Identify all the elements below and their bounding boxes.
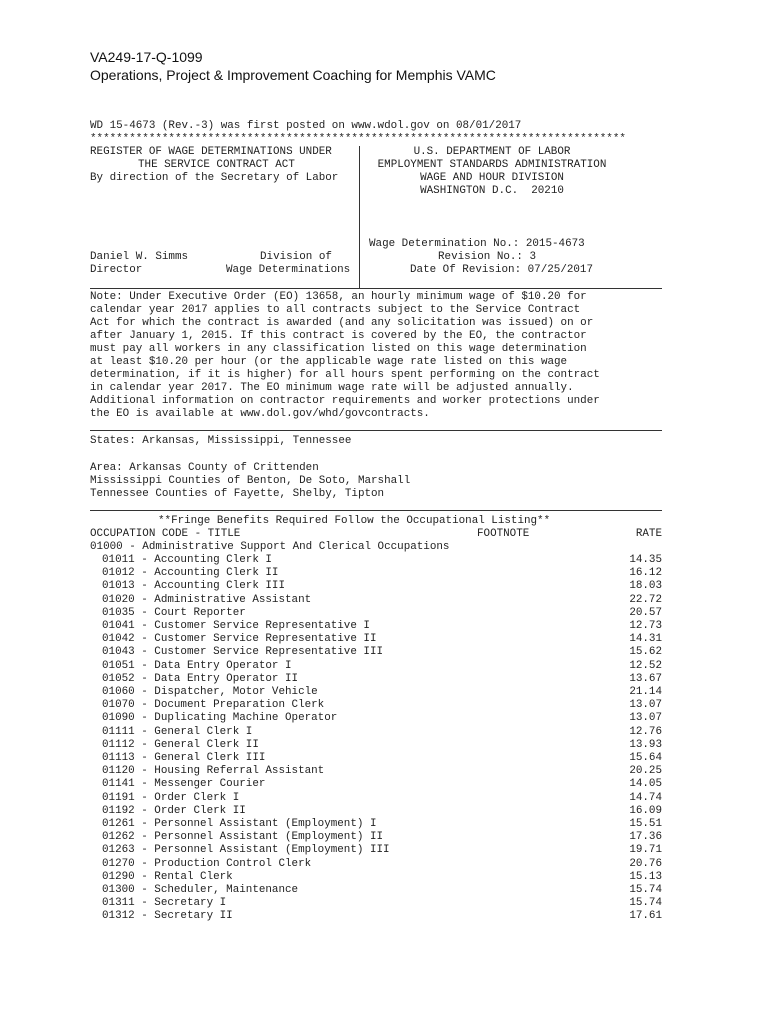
occupation-code-title: 01141 - Messenger Courier (102, 778, 266, 791)
occupation-rate: 15.13 (629, 870, 662, 883)
occupation-code-title: 01262 - Personnel Assistant (Employment) II (102, 831, 384, 844)
occupation-code-title: 01042 - Customer Service Representative II (102, 633, 377, 646)
note-line: after January 1, 2015. If this contract is covered by the EO, the contractor (90, 330, 587, 342)
occupation-row (90, 673, 662, 686)
occupation-code-title: 01263 - Personnel Assistant (Employment) III (102, 844, 390, 857)
occupation-rate: 13.07 (629, 699, 662, 712)
note-line: at least $10.20 per hour (or the applicable wage rate listed on this wage (90, 356, 568, 368)
occupation-row (90, 567, 662, 580)
occupation-rate: 12.76 (629, 725, 662, 738)
agency-line-4: WASHINGTON D.C. 20210 (420, 185, 564, 197)
occupation-row (90, 844, 662, 857)
occupation-rate: 16.12 (629, 567, 662, 580)
occupation-code-title: 01090 - Duplicating Machine Operator (102, 712, 338, 725)
occupation-code-title: 01191 - Order Clerk I (102, 791, 240, 804)
occupation-row (90, 554, 662, 567)
occupation-row (90, 752, 662, 765)
note-line: Act for which the contract is awarded (and any solicitation was issued) on or (90, 317, 594, 329)
occupation-code-title: 01312 - Secretary II (102, 910, 233, 923)
occupation-row (90, 805, 662, 818)
occupation-row (90, 884, 662, 897)
agency-line-1: U.S. DEPARTMENT OF LABOR (413, 146, 571, 158)
occupation-code-title: 01041 - Customer Service Representative I (102, 620, 370, 632)
occupation-code-title: 01043 - Customer Service Representative III (102, 646, 384, 659)
occupation-rate: 13.67 (629, 672, 662, 685)
revision-date: Date Of Revision: 07/25/2017 (410, 264, 593, 276)
occupation-rate: 14.35 (629, 554, 662, 566)
occupation-code-title: 01051 - Data Entry Operator I (102, 659, 292, 672)
occupation-rate: 13.93 (629, 738, 662, 751)
occupation-code-title: 01052 - Data Entry Operator II (102, 672, 299, 685)
note-line: calendar year 2017 applies to all contracts subject to the Service Contract (90, 304, 581, 316)
occupation-row (90, 607, 662, 620)
occupation-rate: 15.74 (629, 897, 662, 910)
occupation-code-title: 01290 - Rental Clerk (102, 870, 233, 883)
area-line: Tennessee Counties of Fayette, Shelby, Tipton (90, 488, 385, 500)
occupation-code-title: 01060 - Dispatcher, Motor Vehicle (102, 686, 318, 698)
occupation-row (90, 620, 662, 633)
occupation-rate: 15.51 (629, 818, 662, 830)
occupation-rate: 14.74 (629, 791, 662, 804)
occupation-rate: 17.36 (629, 831, 662, 844)
signatory-name: Daniel W. Simms (90, 251, 189, 263)
occupation-row (90, 739, 662, 752)
occupation-group-heading: 01000 - Administrative Support And Clerical Occupations (90, 541, 450, 553)
occupation-code-title: 01120 - Housing Referral Assistant (102, 765, 325, 778)
note-line: must pay all workers in any classification listed on this wage determination (90, 343, 587, 355)
occupation-row (90, 660, 662, 673)
revision-number: Revision No.: 3 (438, 251, 537, 263)
separator-rule (90, 288, 662, 289)
occupation-rate: 14.31 (629, 633, 662, 646)
note-line: the EO is available at www.dol.gov/whd/govcontracts. (90, 408, 430, 420)
document-subject: Operations, Project & Improvement Coaching for Memphis VAMC (90, 67, 496, 83)
register-line-2: THE SERVICE CONTRACT ACT (138, 159, 295, 171)
area-line: Area: Arkansas County of Crittenden (90, 462, 319, 474)
occupation-list (90, 554, 662, 934)
occupation-rate: 15.74 (629, 884, 662, 896)
occupation-rate: 13.07 (629, 712, 662, 725)
register-line-1: REGISTER OF WAGE DETERMINATIONS UNDER (90, 146, 332, 158)
occupation-rate: 16.09 (629, 804, 662, 817)
separator-rule (90, 510, 662, 511)
division-line-2: Wage Determinations (226, 264, 351, 276)
occupation-code-title: 01112 - General Clerk II (102, 738, 259, 751)
fringe-benefits-note: **Fringe Benefits Required Follow the Occupational Listing** (158, 515, 551, 527)
occupation-rate: 22.72 (629, 593, 662, 606)
occupation-row (90, 633, 662, 646)
occupation-row (90, 686, 662, 699)
occupation-row (90, 818, 662, 831)
occupation-code-title: 01020 - Administrative Assistant (102, 593, 312, 606)
area-line: Mississippi Counties of Benton, De Soto, Marshall (90, 475, 411, 487)
occupation-rate: 15.64 (629, 752, 662, 764)
occupation-rate: 21.14 (629, 686, 662, 698)
occupation-row (90, 858, 662, 871)
occupation-code-title: 01012 - Accounting Clerk II (102, 567, 279, 580)
separator-rule (90, 430, 662, 431)
wd-posted-line: WD 15-4673 (Rev.-3) was first posted on www.wdol.gov on 08/01/2017 (90, 120, 522, 132)
occupation-rate: 17.61 (629, 910, 662, 923)
occupation-rate: 20.57 (629, 606, 662, 619)
occupation-code-title: 01013 - Accounting Clerk III (102, 580, 285, 593)
occupation-rate: 20.76 (629, 857, 662, 870)
occupation-row (90, 726, 662, 739)
occupation-rate: 15.62 (629, 646, 662, 659)
occupation-row (90, 871, 662, 884)
column-header-footnote: FOOTNOTE (477, 528, 530, 540)
occupation-row (90, 778, 662, 791)
division-line-1: Division of (260, 251, 332, 263)
occupation-rate: 19.71 (629, 844, 662, 857)
occupation-code-title: 01035 - Court Reporter (102, 606, 246, 619)
column-header-rate: RATE (635, 528, 662, 540)
signatory-title: Director (90, 264, 143, 276)
occupation-row (90, 831, 662, 844)
occupation-row (90, 712, 662, 725)
occupation-row (90, 646, 662, 659)
occupation-code-title: 01070 - Document Preparation Clerk (102, 699, 325, 712)
occupation-code-title: 01300 - Scheduler, Maintenance (102, 884, 299, 896)
occupation-rate: 18.03 (629, 580, 662, 593)
register-line-3: By direction of the Secretary of Labor (90, 172, 339, 184)
note-line: Additional information on contractor requirements and worker protections under (90, 395, 600, 407)
occupation-row (90, 699, 662, 712)
occupation-row (90, 910, 662, 923)
note-line: in calendar year 2017. The EO minimum wage rate will be adjusted annually. (90, 382, 574, 394)
occupation-rate: 20.25 (629, 765, 662, 778)
occupation-code-title: 01192 - Order Clerk II (102, 804, 246, 817)
occupation-row (90, 792, 662, 805)
states-line: States: Arkansas, Mississippi, Tennessee (90, 435, 352, 447)
note-line: determination, if it is higher) for all hours spent performing on the contract (90, 369, 600, 381)
asterisk-separator: ********************************************************************************** (90, 133, 626, 145)
occupation-code-title: 01011 - Accounting Clerk I (102, 554, 272, 566)
occupation-code-title: 01261 - Personnel Assistant (Employment) I (102, 818, 377, 830)
solicitation-number: VA249-17-Q-1099 (90, 49, 203, 65)
column-header-occupation: OCCUPATION CODE - TITLE (90, 528, 241, 540)
occupation-row (90, 580, 662, 593)
occupation-rate: 12.73 (629, 620, 662, 632)
header-divider (359, 146, 360, 288)
occupation-row (90, 765, 662, 778)
occupation-row (90, 897, 662, 910)
note-line: Note: Under Executive Order (EO) 13658, an hourly minimum wage of $10.20 for (90, 291, 587, 303)
agency-line-2: EMPLOYMENT STANDARDS ADMINISTRATION (377, 159, 607, 171)
wage-determination-number: Wage Determination No.: 2015-4673 (369, 238, 585, 250)
agency-line-3: WAGE AND HOUR DIVISION (420, 172, 564, 184)
occupation-code-title: 01113 - General Clerk III (102, 752, 266, 764)
occupation-rate: 12.52 (629, 659, 662, 672)
occupation-code-title: 01270 - Production Control Clerk (102, 857, 312, 870)
occupation-row (90, 594, 662, 607)
occupation-rate: 14.05 (629, 778, 662, 791)
occupation-code-title: 01311 - Secretary I (102, 897, 227, 910)
occupation-code-title: 01111 - General Clerk I (102, 725, 253, 738)
